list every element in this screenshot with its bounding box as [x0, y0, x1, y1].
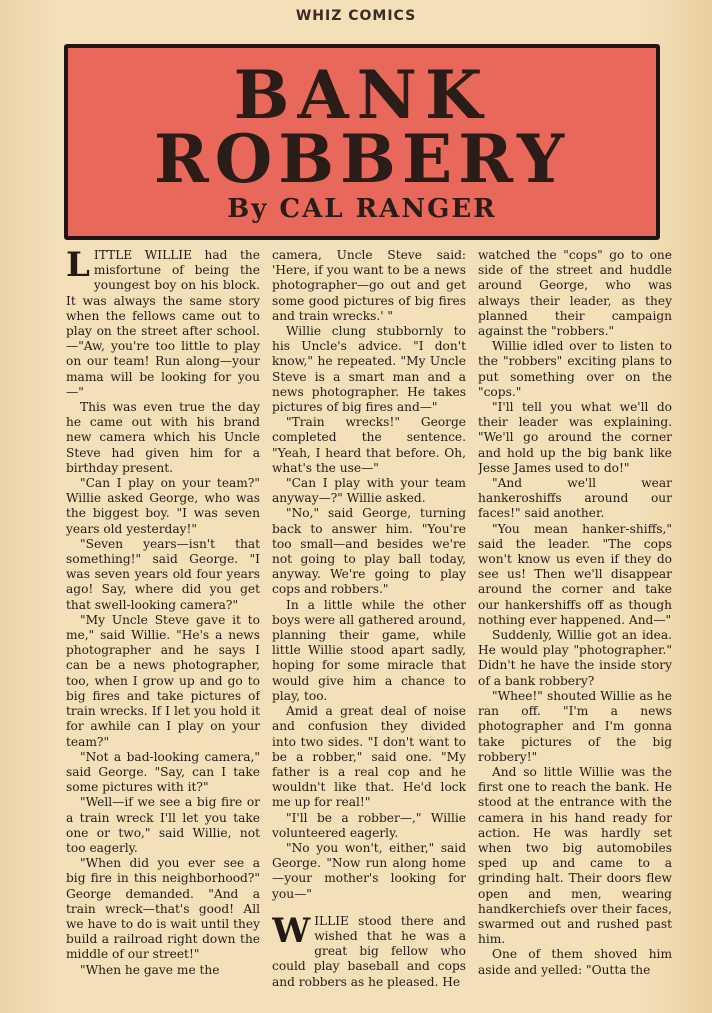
paragraph: "When he gave me the — [80, 962, 220, 977]
paragraph: And so little Willie was the first one to reach the bank. He stood at the entrance with the camera in his hand ready for action. He was hardly set when two big automobiles sped up and came to a grinding halt. Their doors flew open and men, wearing handkerchiefs over their faces, swarmed out and rushed past him. — [478, 764, 672, 947]
byline: By CAL RANGER — [227, 194, 497, 224]
paragraph: "Whee!" shouted Willie as he ran off. "I'm a news photographer and I'm gonna take pictures of the big robbery!" — [478, 688, 672, 764]
title-line-1: BANK — [233, 56, 491, 134]
paragraph: camera, Uncle Steve said: 'Here, if you want to be a news photographer—go out and get some good pictures of big fires and train wrecks.' " — [272, 248, 466, 323]
paragraph: "When did you ever see a big fire in this neighborhood?" George demanded. "And a train wreck—that's good! All we have to do is wait until they build a railroad right down the middle of our street!" — [66, 856, 260, 962]
page-header: WHIZ COMICS — [295, 8, 417, 24]
paragraph: "You mean hanker-shiffs," said the leader. "The cops won't know us even if they do see us! Then we'll disappear around the corner and take our hankershiffs off as though nothing ever happened. And—" — [478, 521, 672, 627]
paragraph: This was even true the day he came out with his brand new camera which his Uncle Steve had given him for a birthday present. — [66, 400, 260, 475]
paragraph: "My Uncle Steve gave it to me," said Willie. "He's a news photographer and he says I can be a news photographer, too, when I grow up and go to big fires and take pictures of train wrecks. If I let you hold it for awhile can I play on your team?" — [66, 612, 260, 749]
paragraph: One of them shoved him aside and yelled: "Outta the — [478, 947, 672, 977]
paragraph: "I'll tell you what we'll do their leader was explaining. "We'll go around the corner and hold up the big bank like Jesse James used to do!" — [478, 400, 672, 475]
paragraph: "Can I play with your team anyway—?" Willie asked. — [272, 476, 466, 506]
drop-cap: W — [272, 910, 311, 951]
paragraph — [272, 910, 466, 990]
paragraph: "Not a bad-looking camera," said George. "Say, can I take some pictures with it?" — [66, 749, 260, 795]
paragraph: "Train wrecks!" George completed the sentence. "Yeah, I heard that before. Oh, what's the use—" — [272, 415, 466, 475]
paragraph: Amid a great deal of noise and confusion they divided into two sides. "I don't want to be a robber," said one. "My father is a real cop and he wouldn't like that. He'd lock me up for real!" — [272, 704, 466, 810]
paragraph: "I'll be a robber—," Willie volunteered eagerly. — [272, 810, 466, 840]
paragraph: Willie clung stubbornly to his Uncle's advice. "I don't know," he repeated. "My Uncle Steve is a smart man and a news photographer. He takes pictures of big fires and—" — [272, 324, 466, 415]
paragraph: watched the "cops" go to one side of the street and huddle around George, who was always their leader, as they planned their campaign against the "robbers." — [478, 248, 672, 339]
paragraph: Suddenly, Willie got an idea. He would play "photographer." Didn't he have the inside story of a bank robbery? — [478, 628, 672, 688]
column-1 — [66, 248, 260, 1008]
column-2 — [272, 248, 466, 1008]
drop-cap: L — [66, 248, 90, 285]
paragraph — [66, 248, 260, 400]
paragraph: In a little while the other boys were all gathered around, planning their game, while little Willie stood apart sadly, hoping for some miracle that would give him a chance to play, too. — [272, 597, 466, 703]
story-columns — [66, 248, 672, 1008]
paragraph: "And we'll wear hankeroshiffs around our faces!" said another. — [478, 476, 672, 521]
paragraph: Willie idled over to listen to the "robbers" exciting plans to put something over on the "cops." — [478, 339, 672, 399]
column-3 — [478, 248, 672, 1008]
title-line-2: ROBBERY — [153, 120, 571, 198]
paragraph: "Can I play on your team?" Willie asked George, who was the biggest boy. "I was seven years old yesterday!" — [66, 476, 260, 536]
paragraph: "Seven years—isn't that something!" said George. "I was seven years old four years ago! Say, where did you get that swell-looking camera?" — [66, 536, 260, 612]
paragraph-text: ITTLE WILLIE had the misfortune of being the youngest boy on his block. It was always the same story when the fellows came out to play on the street after school. —"Aw, you're too little to play on our team! Run along—your mama will be looking for you—" — [66, 248, 260, 399]
paragraph: "Well—if we see a big fire or a train wreck I'll let you take one or two," said Willie, not too eagerly. — [66, 795, 260, 855]
paragraph: "No you won't, either," said George. "Now run along home—your mother's looking for you—" — [272, 840, 466, 901]
paragraph: "No," said George, turning back to answer him. "You're too small—and besides we're not going to play ball today, anyway. We're going to play cops and robbers." — [272, 506, 466, 597]
paragraph-text: ILLIE stood there and wished that he was a great big fellow who could play baseball and cops and robbers as he pleased. He — [272, 913, 466, 989]
title-banner — [64, 44, 660, 240]
